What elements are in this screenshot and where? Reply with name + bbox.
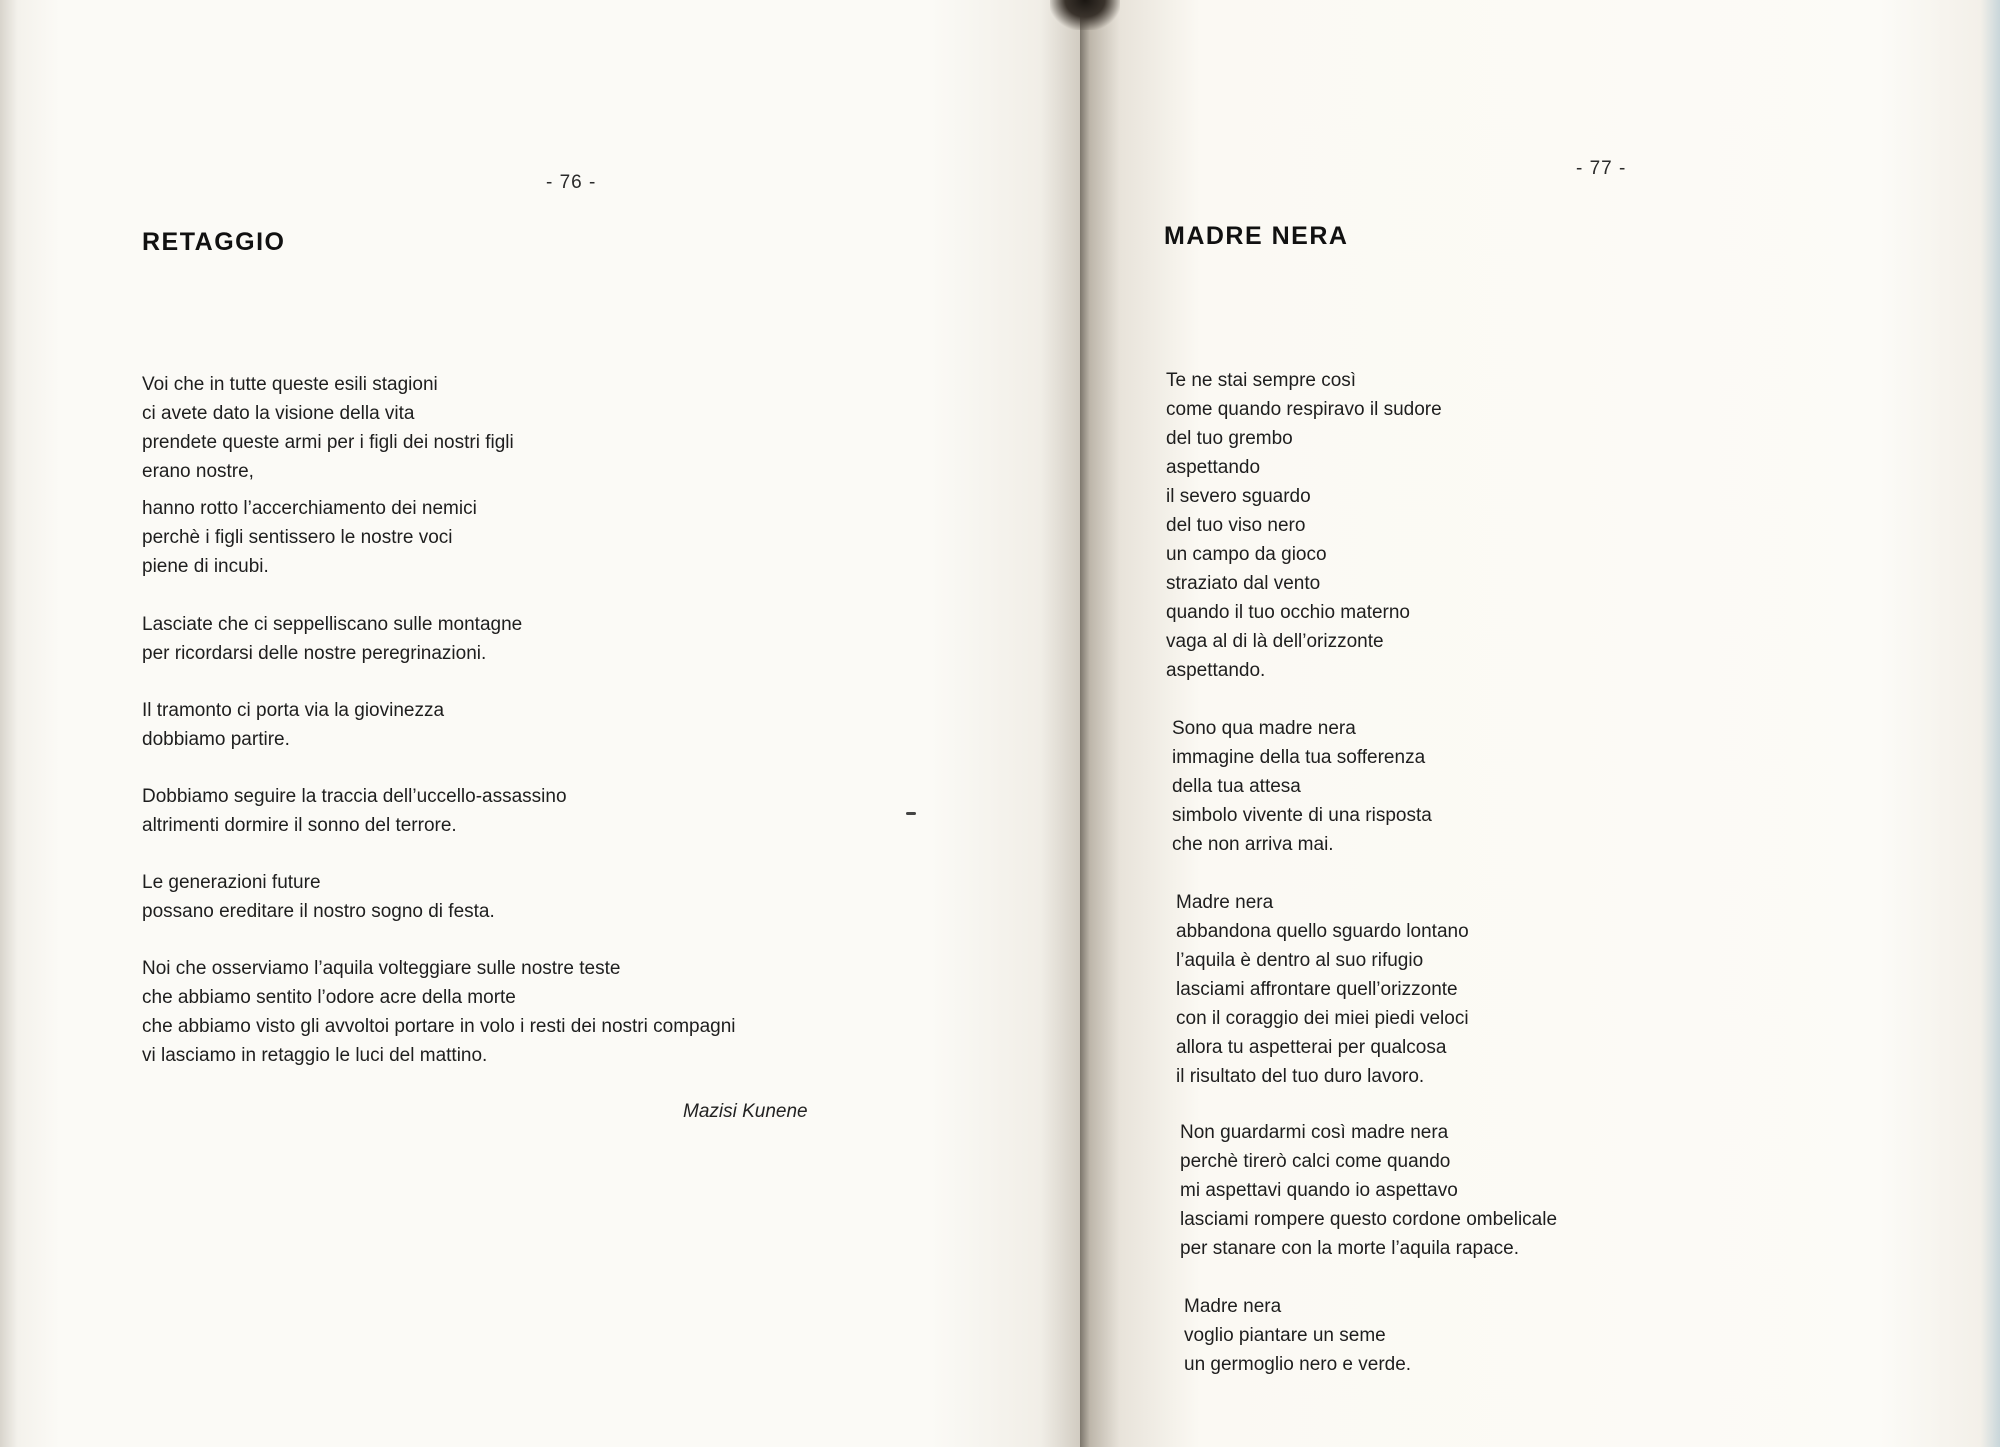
poem-line: lasciami rompere questo cordone ombelicale xyxy=(1180,1209,1558,1230)
poem-line: altrimenti dormire il sonno del terrore. xyxy=(142,815,457,836)
stanza xyxy=(142,782,567,840)
poem-line: Sono qua madre nera xyxy=(1172,718,1356,739)
print-speck xyxy=(906,812,916,815)
stanza xyxy=(142,696,444,754)
poem-line: straziato dal vento xyxy=(1166,573,1321,594)
poem-line: immagine della tua sofferenza xyxy=(1172,747,1426,768)
poem-line: un germoglio nero e verde. xyxy=(1184,1354,1412,1375)
poem-line: il severo sguardo xyxy=(1166,486,1311,507)
poem-line: Noi che osserviamo l’aquila volteggiare sulle nostre teste xyxy=(142,958,621,979)
poem-line: lasciami affrontare quell’orizzonte xyxy=(1176,979,1458,1000)
poem-line: che abbiamo sentito l’odore acre della morte xyxy=(142,987,516,1008)
page-number: - 76 - xyxy=(546,172,597,193)
poem-line: per stanare con la morte l’aquila rapace. xyxy=(1180,1238,1520,1259)
poem-line: perchè tirerò calci come quando xyxy=(1180,1151,1451,1172)
poem-line: Le generazioni future xyxy=(142,872,321,893)
book-gutter xyxy=(1050,0,1120,30)
poem-line: voglio piantare un seme xyxy=(1184,1325,1386,1346)
poem-line: dobbiamo partire. xyxy=(142,729,290,750)
stanza xyxy=(1180,1118,1557,1263)
poem-line: il risultato del tuo duro lavoro. xyxy=(1176,1066,1425,1087)
poem-line: quando il tuo occhio materno xyxy=(1166,602,1410,623)
poem-line: aspettando xyxy=(1166,457,1261,478)
page-number: - 77 - xyxy=(1576,158,1627,179)
poem-line: del tuo grembo xyxy=(1166,428,1293,449)
stanza xyxy=(142,494,477,581)
poem-line: allora tu aspetterai per qualcosa xyxy=(1176,1037,1447,1058)
poem-line: Te ne stai sempre così xyxy=(1166,370,1357,391)
poem-line: che abbiamo visto gli avvoltoi portare in volo i resti dei nostri compagni xyxy=(142,1016,736,1037)
poem-line: Non guardarmi così madre nera xyxy=(1180,1122,1449,1143)
poem-line: vi lasciamo in retaggio le luci del mattino. xyxy=(142,1045,488,1066)
stanza xyxy=(142,954,736,1070)
stanza xyxy=(1184,1292,1411,1379)
poem-line: Il tramonto ci porta via la giovinezza xyxy=(142,700,445,721)
poem-line: vaga al di là dell’orizzonte xyxy=(1166,631,1384,652)
stanza xyxy=(1176,888,1469,1091)
poem-line: perchè i figli sentissero le nostre voci xyxy=(142,527,453,548)
poem-line: che non arriva mai. xyxy=(1172,834,1334,855)
poem-line: possano ereditare il nostro sogno di festa. xyxy=(142,901,495,922)
poem-line: piene di incubi. xyxy=(142,556,269,577)
poem-line: per ricordarsi delle nostre peregrinazioni. xyxy=(142,643,487,664)
poem-line: hanno rotto l’accerchiamento dei nemici xyxy=(142,498,477,519)
stanza xyxy=(142,868,495,926)
stanza xyxy=(1166,366,1442,685)
poem-line: Madre nera xyxy=(1176,892,1274,913)
poem-line: ci avete dato la visione della vita xyxy=(142,403,415,424)
stanza xyxy=(142,370,514,486)
poem-line: del tuo viso nero xyxy=(1166,515,1306,536)
poem-line: prendete queste armi per i figli dei nostri figli xyxy=(142,432,514,453)
poem-line: mi aspettavi quando io aspettavo xyxy=(1180,1180,1458,1201)
poem-line: erano nostre, xyxy=(142,461,254,482)
poem-line: Voi che in tutte queste esili stagioni xyxy=(142,374,438,395)
poem-line: simbolo vivente di una risposta xyxy=(1172,805,1432,826)
poem-line: come quando respiravo il sudore xyxy=(1166,399,1442,420)
poem-line: un campo da gioco xyxy=(1166,544,1327,565)
stanza xyxy=(142,610,522,668)
poem-line: Madre nera xyxy=(1184,1296,1282,1317)
poem-line: l’aquila è dentro al suo rifugio xyxy=(1176,950,1424,971)
author-signature: Mazisi Kunene xyxy=(683,1101,808,1122)
poem-line: con il coraggio dei miei piedi veloci xyxy=(1176,1008,1469,1029)
poem-line: Lasciate che ci seppelliscano sulle montagne xyxy=(142,614,523,635)
poem-line: abbandona quello sguardo lontano xyxy=(1176,921,1469,942)
poem-title: MADRE NERA xyxy=(1164,222,1349,250)
poem-line: della tua attesa xyxy=(1172,776,1301,797)
right-page xyxy=(1080,0,2000,1447)
poem-line: Dobbiamo seguire la traccia dell’uccello-assassino xyxy=(142,786,567,807)
poem-line: aspettando. xyxy=(1166,660,1266,681)
poem-title: RETAGGIO xyxy=(142,228,286,256)
stanza xyxy=(1172,714,1432,859)
